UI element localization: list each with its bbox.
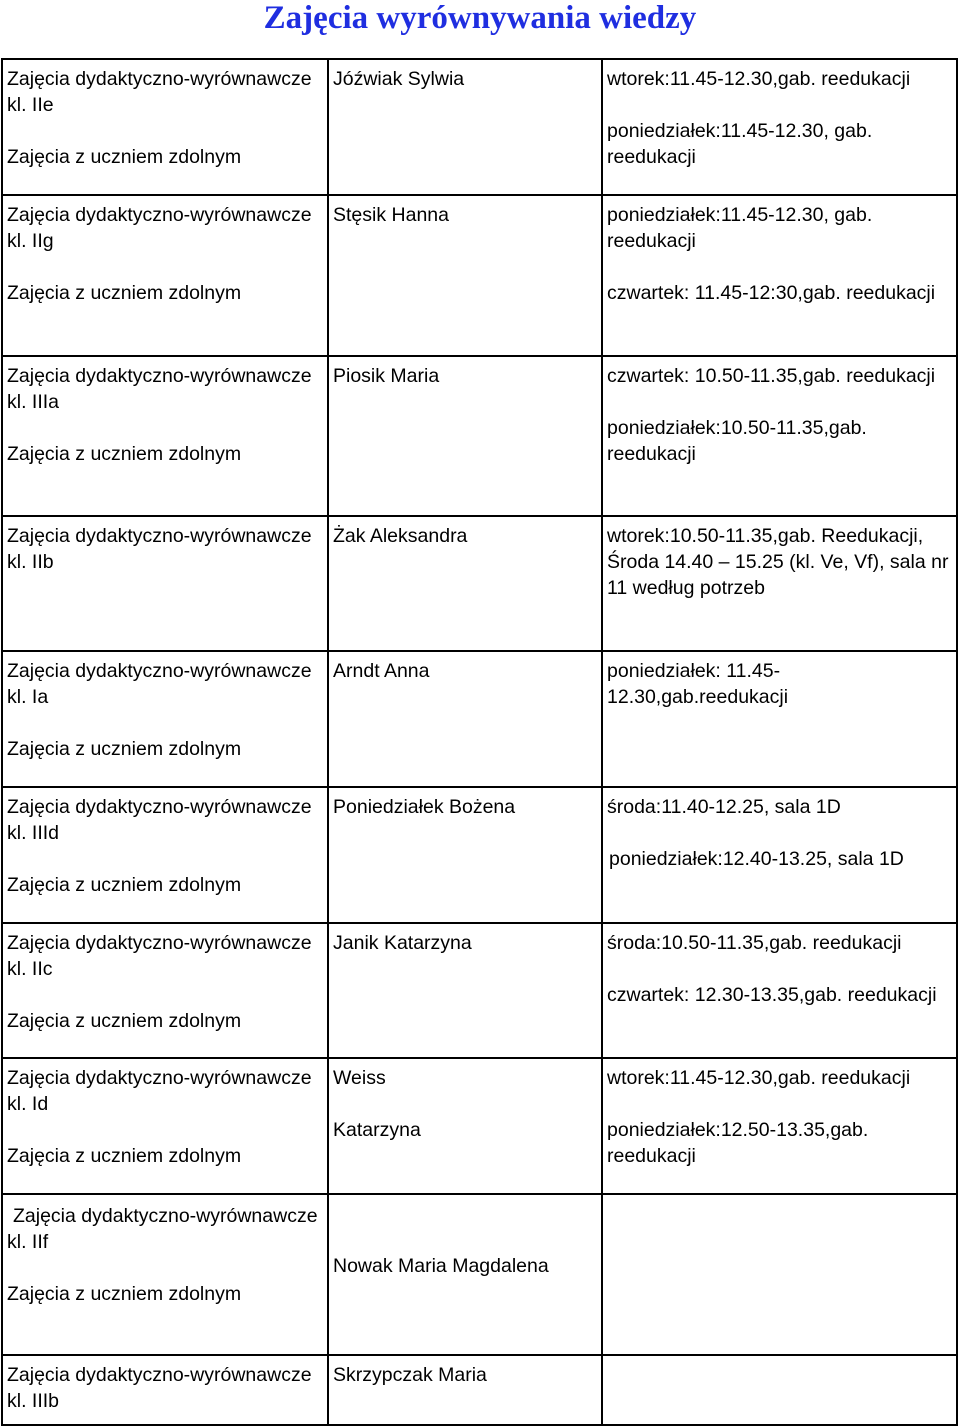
class-cell xyxy=(2,356,328,516)
class-label: Zajęcia dydaktyczno-wyrównawcze kl. IIIb xyxy=(7,1364,312,1412)
schedule-entry: środa:11.40-12.25, sala 1D xyxy=(607,796,841,818)
class-cell xyxy=(2,1058,328,1194)
schedule-entry: poniedziałek:12.40-13.25, sala 1D xyxy=(609,848,904,870)
class-label: Zajęcia z uczniem zdolnym xyxy=(7,1010,242,1032)
teacher-cell xyxy=(328,1355,602,1425)
teacher-name: Weiss xyxy=(333,1067,386,1089)
page-title: Zajęcia wyrównywania wiedzy xyxy=(263,0,697,36)
schedule-entry: czwartek: 10.50-11.35,gab. reedukacji xyxy=(607,365,936,387)
class-cell xyxy=(2,787,328,923)
schedule-cell xyxy=(602,1355,957,1425)
schedule-cell xyxy=(602,516,957,651)
class-label: Zajęcia dydaktyczno-wyrównawcze kl. IIc xyxy=(7,932,312,980)
teacher-name: Poniedziałek Bożena xyxy=(333,796,516,818)
class-cell xyxy=(2,516,328,651)
table-row xyxy=(2,59,957,195)
schedule-entry: poniedziałek:12.50-13.35,gab. reedukacji xyxy=(607,1119,869,1167)
teacher-name: Katarzyna xyxy=(333,1119,421,1141)
schedule-cell xyxy=(602,356,957,516)
class-label: Zajęcia dydaktyczno-wyrównawcze kl. IIId xyxy=(7,796,312,844)
teacher-cell xyxy=(328,516,602,651)
teacher-cell xyxy=(328,1058,602,1194)
schedule-entry: czwartek: 12.30-13.35,gab. reedukacji xyxy=(607,984,937,1006)
teacher-name: Nowak Maria Magdalena xyxy=(333,1255,549,1277)
schedule-cell xyxy=(602,651,957,787)
teacher-name: Piosik Maria xyxy=(333,365,440,387)
teacher-name: Stęsik Hanna xyxy=(333,204,449,226)
schedule-entry: wtorek:11.45-12.30,gab. reedukacji xyxy=(607,68,911,90)
teacher-name: Jóźwiak Sylwia xyxy=(333,68,465,90)
class-label: Zajęcia z uczniem zdolnym xyxy=(7,282,242,304)
schedule-rows xyxy=(2,59,957,1425)
schedule-entry: środa:10.50-11.35,gab. reedukacji xyxy=(607,932,902,954)
class-label: Zajęcia z uczniem zdolnym xyxy=(7,738,242,760)
teacher-cell xyxy=(328,195,602,356)
schedule-cell xyxy=(602,923,957,1058)
class-label: Zajęcia z uczniem zdolnym xyxy=(7,1283,242,1305)
teacher-cell xyxy=(328,787,602,923)
teacher-name: Arndt Anna xyxy=(333,660,430,682)
class-label: Zajęcia dydaktyczno-wyrównawcze kl. Ia xyxy=(7,660,312,708)
table-row xyxy=(2,195,957,356)
table-row xyxy=(2,356,957,516)
class-label: Zajęcia z uczniem zdolnym xyxy=(7,874,242,896)
schedule-cell xyxy=(602,787,957,923)
class-label: Zajęcia dydaktyczno-wyrównawcze kl. IIIa xyxy=(7,365,312,413)
schedule-cell xyxy=(602,1194,957,1355)
schedule-entry: czwartek: 11.45-12:30,gab. reedukacji xyxy=(607,282,936,304)
schedule-cell xyxy=(602,195,957,356)
teacher-cell xyxy=(328,59,602,195)
class-cell xyxy=(2,1194,328,1355)
schedule-cell xyxy=(602,1058,957,1194)
table-row xyxy=(2,651,957,787)
class-cell xyxy=(2,923,328,1058)
class-label: Zajęcia z uczniem zdolnym xyxy=(7,146,242,168)
teacher-cell xyxy=(328,1194,602,1355)
teacher-cell xyxy=(328,923,602,1058)
class-label: Zajęcia dydaktyczno-wyrównawcze kl. IIg xyxy=(7,204,312,252)
teacher-cell xyxy=(328,651,602,787)
schedule-entry: poniedziałek:11.45-12.30, gab. reedukacji xyxy=(607,120,873,168)
table-row xyxy=(2,1058,957,1194)
schedule-entry: poniedziałek: 11.45-12.30,gab.reedukacji xyxy=(607,660,789,708)
schedule-entry: poniedziałek:11.45-12.30, gab. reedukacji xyxy=(607,204,873,252)
class-label: Zajęcia dydaktyczno-wyrównawcze kl. IIb xyxy=(7,525,312,573)
schedule-entry: wtorek:10.50-11.35,gab. Reedukacji, Środa 14.40 – 15.25 (kl. Ve, Vf), sala nr 11 według potrzeb xyxy=(607,525,949,599)
schedule-entry: wtorek:11.45-12.30,gab. reedukacji xyxy=(607,1067,911,1089)
class-label: Zajęcia dydaktyczno-wyrównawcze kl. IIf xyxy=(7,1205,318,1253)
class-cell xyxy=(2,651,328,787)
table-row xyxy=(2,787,957,923)
class-label: Zajęcia dydaktyczno-wyrównawcze kl. IIe xyxy=(7,68,312,116)
class-label: Zajęcia z uczniem zdolnym xyxy=(7,1145,242,1167)
class-cell xyxy=(2,59,328,195)
class-cell xyxy=(2,195,328,356)
teacher-cell xyxy=(328,356,602,516)
table-row xyxy=(2,923,957,1058)
class-label: Zajęcia z uczniem zdolnym xyxy=(7,443,242,465)
table-row xyxy=(2,1194,957,1355)
table-row xyxy=(2,516,957,651)
schedule-cell xyxy=(602,59,957,195)
schedule-entry: poniedziałek:10.50-11.35,gab. reedukacji xyxy=(607,417,867,465)
teacher-name: Janik Katarzyna xyxy=(333,932,472,954)
table-row xyxy=(2,1355,957,1425)
class-cell xyxy=(2,1355,328,1425)
teacher-name: Żak Aleksandra xyxy=(333,525,468,547)
teacher-name: Skrzypczak Maria xyxy=(333,1364,487,1386)
schedule-table xyxy=(1,58,958,1426)
class-label: Zajęcia dydaktyczno-wyrównawcze kl. Id xyxy=(7,1067,312,1115)
